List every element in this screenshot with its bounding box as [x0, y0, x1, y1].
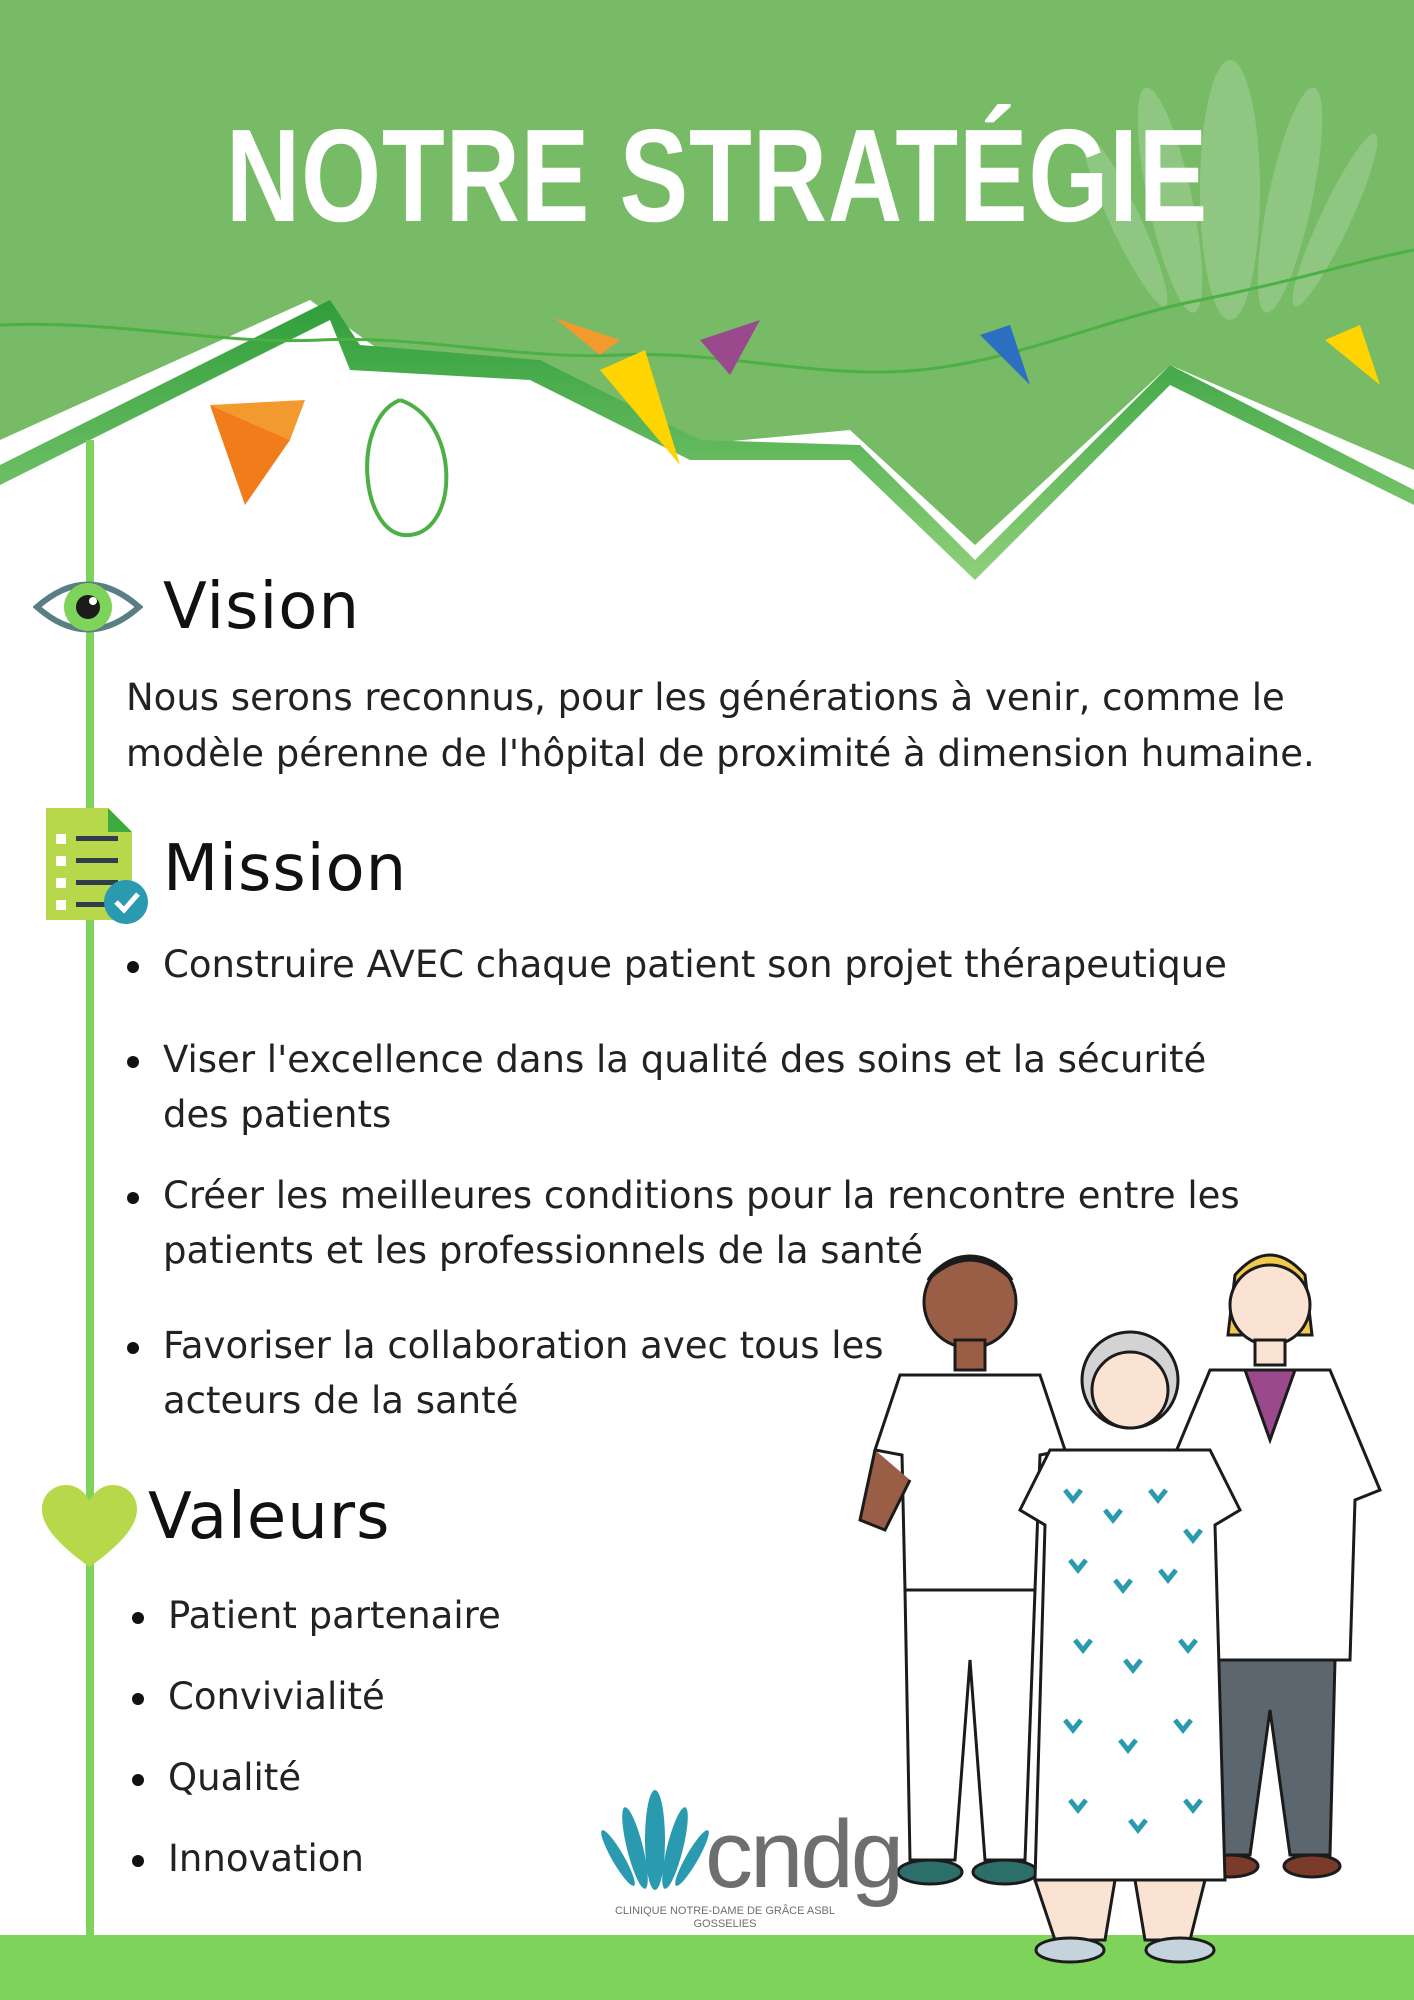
- list-item: Créer les meilleures conditions pour la rencontre entre les patients et les professionnels de la santé: [163, 1168, 1293, 1278]
- logo-icon: [600, 1790, 710, 1895]
- checklist-icon: [46, 808, 154, 928]
- list-item: Qualité: [168, 1750, 768, 1805]
- timeline-line: [86, 440, 94, 1940]
- bullet-icon: [132, 1693, 144, 1705]
- header-banner: [0, 0, 1414, 600]
- list-item: Patient partenaire: [168, 1588, 768, 1643]
- page-title: NOTRE STRATÉGIE: [225, 102, 1209, 249]
- bullet-icon: [127, 1192, 139, 1204]
- list-item: Construire AVEC chaque patient son projet thérapeutique: [163, 937, 1293, 992]
- vision-heading: Vision: [163, 570, 360, 644]
- logo-name: cndg: [705, 1801, 902, 1908]
- logo-subtitle: CLINIQUE NOTRE-DAME DE GRÂCE ASBL GOSSELIES: [614, 1905, 836, 1930]
- bullet-icon: [127, 961, 139, 973]
- list-item: Convivialité: [168, 1669, 768, 1724]
- list-item: Favoriser la collaboration avec tous les acteurs de la santé: [163, 1318, 923, 1428]
- bullet-icon: [127, 1342, 139, 1354]
- mission-heading: Mission: [163, 832, 408, 906]
- list-item: Innovation: [168, 1831, 768, 1886]
- bullet-icon: [132, 1855, 144, 1867]
- vision-text: Nous serons reconnus, pour les générations à venir, comme le modèle pérenne de l'hôpital de proximité à dimension humaine.: [126, 676, 1315, 775]
- bullet-icon: [132, 1774, 144, 1786]
- people-illustration: [850, 1240, 1410, 1970]
- eye-icon: [33, 570, 143, 645]
- bullet-icon: [127, 1056, 139, 1068]
- valeurs-heading: Valeurs: [148, 1480, 391, 1554]
- list-item: Viser l'excellence dans la qualité des soins et la sécurité des patients: [163, 1032, 1233, 1142]
- heart-icon: [42, 1485, 137, 1570]
- bullet-icon: [132, 1612, 144, 1624]
